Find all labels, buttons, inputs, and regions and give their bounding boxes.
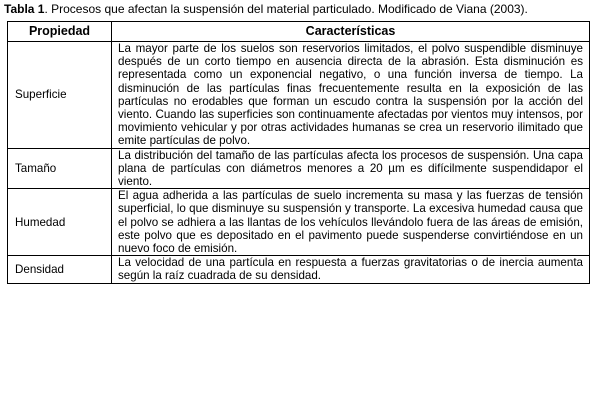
caption-label: Tabla 1 (4, 2, 45, 16)
description-cell: El agua adherida a las partículas de suelo incrementa su masa y las fuerzas de tensión superficial, lo que disminuye su suspensión y transporte. La excesiva humedad causa que el polvo se adhiera a las llantas de los vehículos llevándolo fuera de las áreas de emisión, este polvo que es depositado en el pavimento puede suspenderse convirtiéndose en un nuevo foco de emisión. (112, 189, 590, 256)
caption-text: . Procesos que afectan la suspensión del material particulado. Modificado de Viana (2003). (44, 2, 528, 16)
table-row-humedad (8, 189, 590, 256)
description-cell: La mayor parte de los suelos son reservorios limitados, el polvo suspendible disminuye después de un corto tiempo en ausencia directa de la abrasión. Esta disminución es representada como un exponencial negativo, o una función inversa de tiempo. La disminución de las partículas finas frecuentemente resulta en la exposición de las partículas no erodables que forman un escudo contra la suspensión por la acción del viento. Cuando las superficies son continuamente afectadas por vientos muy intensos, por movimiento vehicular y por otras actividades humanas se crea un reservorio ilimitado que emite partículas de polvo. (112, 42, 590, 149)
property-cell: Densidad (8, 256, 112, 283)
properties-table (7, 21, 590, 284)
table-row-densidad (8, 256, 590, 283)
table-caption (4, 2, 528, 16)
description-cell: La velocidad de una partícula en respuesta a fuerzas gravitatorias o de inercia aumenta según la raíz cuadrada de su densidad. (112, 256, 590, 283)
property-cell: Superficie (8, 42, 112, 149)
header-row (8, 22, 590, 42)
property-cell: Humedad (8, 189, 112, 256)
header-propiedad: Propiedad (8, 22, 112, 42)
table-row-tamano (8, 148, 590, 189)
property-cell: Tamaño (8, 148, 112, 189)
description-cell: La distribución del tamaño de las partículas afecta los procesos de suspensión. Una capa plana de partículas con diámetros menores a 20 µm es difícilmente suspendidapor el viento. (112, 148, 590, 189)
header-caracteristicas: Características (112, 22, 590, 42)
table-row-superficie (8, 42, 590, 149)
